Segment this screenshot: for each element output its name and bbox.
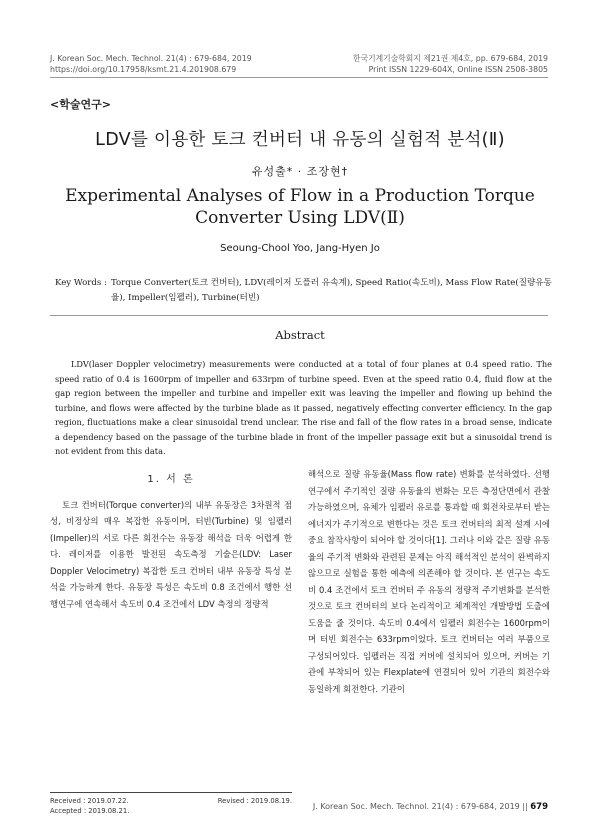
article-category: <학술연구> bbox=[50, 98, 111, 111]
abstract-rule bbox=[50, 315, 548, 316]
footnote-rule bbox=[50, 792, 292, 793]
header-rule bbox=[50, 77, 548, 78]
keywords-text: Torque Converter(토크 컨버터), LDV(레이저 도플러 유속계), Speed Ratio(속도비), Mass Flow Rate(질량유동율), Impeller(임펠러), Turbine(터빈) bbox=[110, 278, 552, 303]
abstract-body: LDV(laser Doppler velocimetry) measurements were conducted at a total of four planes at 0.4 speed ratio. The speed ratio of 0.4 is 1600rpm of impeller and 633rpm of turbine speed. Even at the speed ratio 0.4, fluid flow at the gap region between the impeller and turbine and impeller exit was leaving the impeller and flowing up behind the turbine, and flows were affected by the turbine blade as it passed, negatively effecting converter efficiency. In the gap region, fluctuations make a clear sinusoidal trend unclear. The rise and fall of the flow rates in a broad sense, indicate a dependency based on the passage of the turbine blade in front of the impeller passage exit but a sinusoidal trend is not evident from this data. bbox=[55, 359, 552, 457]
journal-citation-korean-line: 한국기계기술학회지 제21권 제4호, pp. 679-684, 2019 bbox=[353, 54, 548, 63]
keywords-label: Key Words : bbox=[55, 278, 107, 288]
footer-citation: J. Korean Soc. Mech. Technol. 21(4) : 679-684, 2019 || bbox=[312, 802, 528, 811]
journal-citation bbox=[50, 53, 252, 75]
title-korean: LDV를 이용한 토크 컨버터 내 유동의 실험적 분석(Ⅱ) bbox=[95, 130, 505, 150]
left-column bbox=[50, 472, 292, 612]
received-date: Received : 2019.07.22. bbox=[50, 797, 129, 805]
section-heading: 1. 서 론 bbox=[147, 474, 195, 485]
accepted-date: Accepted : 2019.08.21. bbox=[50, 807, 130, 815]
right-column bbox=[308, 466, 550, 697]
page-footer bbox=[313, 802, 548, 812]
doi-link[interactable]: https://doi.org/10.17958/ksmt.21.4.201908.679 bbox=[50, 65, 237, 74]
intro-paragraph-left: 토크 컨버터(Torque converter)의 내부 유동장은 3차원적 점성, 비정상의 매우 복잡한 유동이며, 터빈(Turbine) 및 임펠러(Impeller)의 서로 다른 회전수는 유동장 해석을 더욱 어렵게 한다. 레이저를 이용한 발전된 속도측정 기술은(LDV: Laser Doppler Velocimetry) 복잡한 토크 컨버터 내부 유동장 특성 분석을 가능하게 한다. 유동장 특성은 속도비 0.8 조건에서 행한 선행연구에 연속해서 속도비 0.4 조건에서 LDV 측정의 정량적 bbox=[50, 499, 292, 609]
revised-date: Revised : 2019.08.19. bbox=[217, 797, 292, 805]
authors-korean: 유성출* · 조장현† bbox=[251, 165, 349, 178]
issn-line: Print ISSN 1229-604X, Online ISSN 2508-3805 bbox=[368, 65, 548, 74]
keywords bbox=[55, 276, 552, 306]
title-english: Experimental Analyses of Flow in a Production Torque Converter Using LDV(Ⅱ) bbox=[65, 186, 535, 228]
authors-english: Seoung-Chool Yoo, Jang-Hyen Jo bbox=[220, 243, 380, 254]
journal-citation-line: J. Korean Soc. Mech. Technol. 21(4) : 679-684, 2019 bbox=[50, 54, 252, 63]
footnote-dates bbox=[50, 796, 292, 806]
abstract-title: Abstract bbox=[275, 328, 325, 342]
page-number: 679 bbox=[530, 802, 548, 812]
journal-citation-korean bbox=[353, 53, 548, 75]
intro-paragraph-right: 해석으로 질량 유동율(Mass flow rate) 변화를 분석하였다. 선행연구에서 주기적인 질량 유동율의 변화는 모든 측정단면에서 관찰 가능하였으며, 유체가 임펠러 유로를 통과할 때 회전차로부터 받는 에너지가 주기적으로 변한다는 것은 토크 컨버터의 최적 설계 시에 중요 참작사항이 되어야 할 것이다[1]. 그러나 이와 같은 질량 유동율의 주기적 변화와 관련된 문제는 아직 해석적인 분석이 완벽하지 않으므로 실험을 통한 예측에 의존해야 할 것이다. 본 연구는 속도비 0.4 조건에서 토크 컨버터 주 유동의 정량적 주기변화를 분석한 것으로 토크 컨버터의 보다 논리적이고 체계적인 개발방법 도출에 도움을 줄 것이다. 속도비 0.4에서 임펠러 회전수는 1600rpm이며 터빈 회전수는 633rpm이었다. 토크 컨버터는 여러 부품으로 구성되어있다. 임펠러는 직접 커버에 설치되어 있으며, 커버는 기관에 부착되어 있는 Flexplate에 연결되어 있어 기관의 회전수와 동일하게 회전한다. 기관이 bbox=[308, 469, 550, 694]
